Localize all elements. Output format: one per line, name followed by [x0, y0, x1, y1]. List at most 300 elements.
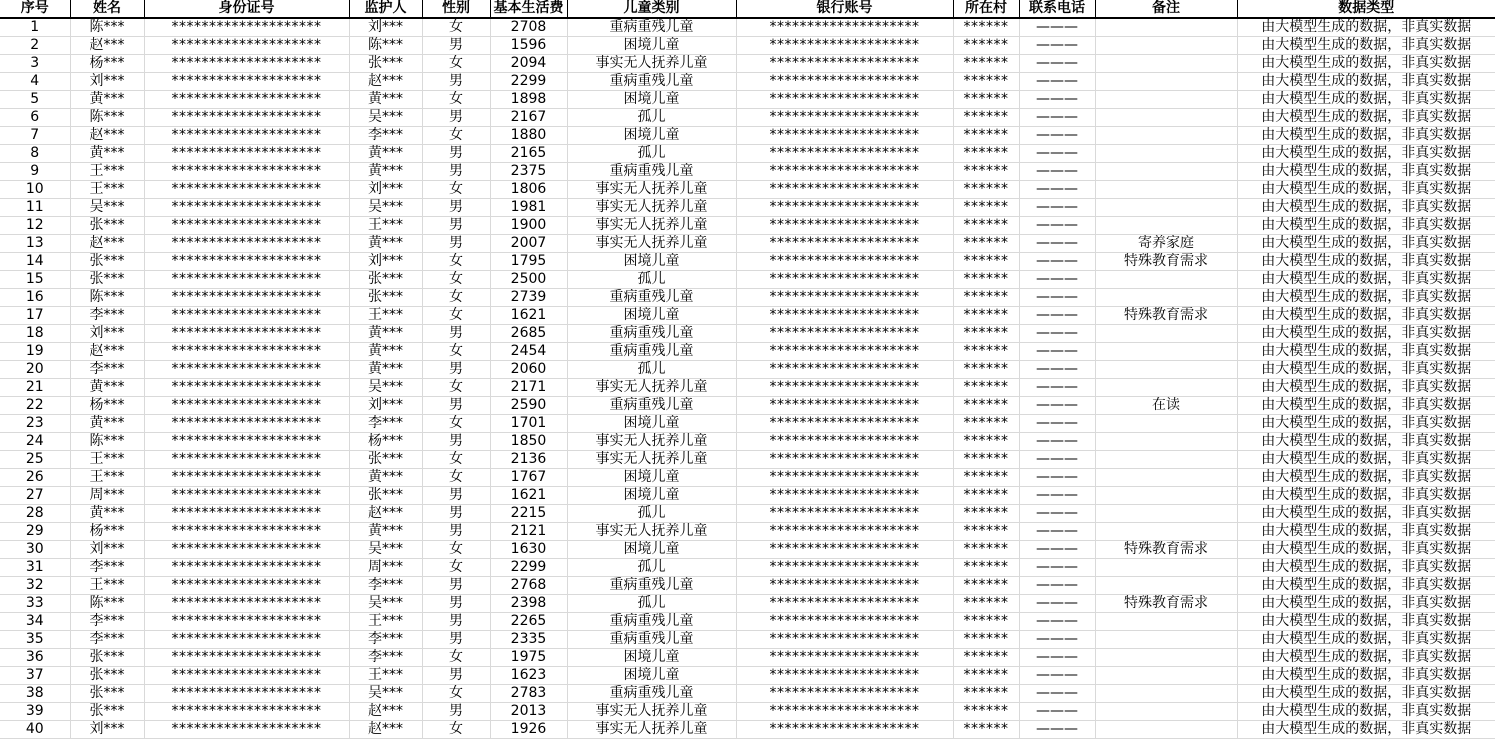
- bank-account-cell[interactable]: ********************: [736, 631, 953, 649]
- id-number-cell[interactable]: ********************: [144, 415, 349, 433]
- category-cell[interactable]: 困境儿童: [567, 667, 736, 685]
- village-cell[interactable]: ******: [953, 181, 1019, 199]
- gender-cell[interactable]: 男: [422, 325, 490, 343]
- fee-cell[interactable]: 2060: [490, 361, 567, 379]
- guardian-cell[interactable]: 张***: [349, 55, 422, 73]
- village-cell[interactable]: ******: [953, 487, 1019, 505]
- category-cell[interactable]: 困境儿童: [567, 541, 736, 559]
- name-cell[interactable]: 李***: [70, 613, 144, 631]
- data-type-cell[interactable]: 由大模型生成的数据，非真实数据: [1237, 433, 1495, 451]
- serial-cell[interactable]: 28: [0, 505, 70, 523]
- bank-account-cell[interactable]: ********************: [736, 55, 953, 73]
- bank-account-cell[interactable]: ********************: [736, 145, 953, 163]
- guardian-cell[interactable]: 赵***: [349, 703, 422, 721]
- village-cell[interactable]: ******: [953, 631, 1019, 649]
- remark-cell[interactable]: 特殊教育需求: [1095, 253, 1237, 271]
- serial-cell[interactable]: 6: [0, 109, 70, 127]
- bank-account-cell[interactable]: ********************: [736, 271, 953, 289]
- gender-cell[interactable]: 男: [422, 217, 490, 235]
- name-cell[interactable]: 赵***: [70, 343, 144, 361]
- gender-cell[interactable]: 女: [422, 379, 490, 397]
- bank-account-cell[interactable]: ********************: [736, 721, 953, 739]
- column-header-serial[interactable]: 序号: [0, 0, 70, 18]
- name-cell[interactable]: 张***: [70, 685, 144, 703]
- phone-cell[interactable]: ———: [1019, 451, 1095, 469]
- name-cell[interactable]: 吴***: [70, 199, 144, 217]
- gender-cell[interactable]: 男: [422, 523, 490, 541]
- phone-cell[interactable]: ———: [1019, 307, 1095, 325]
- remark-cell[interactable]: [1095, 127, 1237, 145]
- gender-cell[interactable]: 女: [422, 127, 490, 145]
- id-number-cell[interactable]: ********************: [144, 289, 349, 307]
- village-cell[interactable]: ******: [953, 559, 1019, 577]
- phone-cell[interactable]: ———: [1019, 271, 1095, 289]
- fee-cell[interactable]: 1880: [490, 127, 567, 145]
- id-number-cell[interactable]: ********************: [144, 649, 349, 667]
- remark-cell[interactable]: 特殊教育需求: [1095, 541, 1237, 559]
- category-cell[interactable]: 重病重残儿童: [567, 631, 736, 649]
- fee-cell[interactable]: 1898: [490, 91, 567, 109]
- phone-cell[interactable]: ———: [1019, 361, 1095, 379]
- guardian-cell[interactable]: 黄***: [349, 325, 422, 343]
- bank-account-cell[interactable]: ********************: [736, 469, 953, 487]
- column-header-fee[interactable]: 基本生活费: [490, 0, 567, 18]
- serial-cell[interactable]: 37: [0, 667, 70, 685]
- phone-cell[interactable]: ———: [1019, 415, 1095, 433]
- village-cell[interactable]: ******: [953, 703, 1019, 721]
- data-type-cell[interactable]: 由大模型生成的数据，非真实数据: [1237, 397, 1495, 415]
- id-number-cell[interactable]: ********************: [144, 703, 349, 721]
- name-cell[interactable]: 王***: [70, 451, 144, 469]
- data-type-cell[interactable]: 由大模型生成的数据，非真实数据: [1237, 109, 1495, 127]
- fee-cell[interactable]: 2265: [490, 613, 567, 631]
- village-cell[interactable]: ******: [953, 649, 1019, 667]
- category-cell[interactable]: 困境儿童: [567, 469, 736, 487]
- id-number-cell[interactable]: ********************: [144, 505, 349, 523]
- guardian-cell[interactable]: 张***: [349, 451, 422, 469]
- serial-cell[interactable]: 17: [0, 307, 70, 325]
- remark-cell[interactable]: [1095, 145, 1237, 163]
- gender-cell[interactable]: 女: [422, 55, 490, 73]
- name-cell[interactable]: 李***: [70, 307, 144, 325]
- data-type-cell[interactable]: 由大模型生成的数据，非真实数据: [1237, 37, 1495, 55]
- name-cell[interactable]: 周***: [70, 487, 144, 505]
- bank-account-cell[interactable]: ********************: [736, 559, 953, 577]
- data-type-cell[interactable]: 由大模型生成的数据，非真实数据: [1237, 685, 1495, 703]
- phone-cell[interactable]: ———: [1019, 37, 1095, 55]
- name-cell[interactable]: 陈***: [70, 289, 144, 307]
- bank-account-cell[interactable]: ********************: [736, 379, 953, 397]
- fee-cell[interactable]: 1630: [490, 541, 567, 559]
- bank-account-cell[interactable]: ********************: [736, 307, 953, 325]
- remark-cell[interactable]: [1095, 631, 1237, 649]
- serial-cell[interactable]: 19: [0, 343, 70, 361]
- phone-cell[interactable]: ———: [1019, 523, 1095, 541]
- bank-account-cell[interactable]: ********************: [736, 433, 953, 451]
- bank-account-cell[interactable]: ********************: [736, 217, 953, 235]
- bank-account-cell[interactable]: ********************: [736, 523, 953, 541]
- serial-cell[interactable]: 1: [0, 18, 70, 37]
- guardian-cell[interactable]: 黄***: [349, 523, 422, 541]
- name-cell[interactable]: 王***: [70, 469, 144, 487]
- data-type-cell[interactable]: 由大模型生成的数据，非真实数据: [1237, 199, 1495, 217]
- id-number-cell[interactable]: ********************: [144, 55, 349, 73]
- village-cell[interactable]: ******: [953, 397, 1019, 415]
- category-cell[interactable]: 重病重残儿童: [567, 343, 736, 361]
- guardian-cell[interactable]: 黄***: [349, 469, 422, 487]
- fee-cell[interactable]: 1623: [490, 667, 567, 685]
- guardian-cell[interactable]: 吴***: [349, 199, 422, 217]
- name-cell[interactable]: 黄***: [70, 91, 144, 109]
- village-cell[interactable]: ******: [953, 289, 1019, 307]
- fee-cell[interactable]: 2136: [490, 451, 567, 469]
- category-cell[interactable]: 重病重残儿童: [567, 73, 736, 91]
- category-cell[interactable]: 重病重残儿童: [567, 289, 736, 307]
- phone-cell[interactable]: ———: [1019, 559, 1095, 577]
- phone-cell[interactable]: ———: [1019, 217, 1095, 235]
- serial-cell[interactable]: 39: [0, 703, 70, 721]
- guardian-cell[interactable]: 黄***: [349, 343, 422, 361]
- village-cell[interactable]: ******: [953, 541, 1019, 559]
- remark-cell[interactable]: [1095, 433, 1237, 451]
- phone-cell[interactable]: ———: [1019, 235, 1095, 253]
- name-cell[interactable]: 王***: [70, 577, 144, 595]
- name-cell[interactable]: 黄***: [70, 379, 144, 397]
- data-type-cell[interactable]: 由大模型生成的数据，非真实数据: [1237, 415, 1495, 433]
- guardian-cell[interactable]: 黄***: [349, 361, 422, 379]
- category-cell[interactable]: 困境儿童: [567, 649, 736, 667]
- gender-cell[interactable]: 男: [422, 595, 490, 613]
- data-type-cell[interactable]: 由大模型生成的数据，非真实数据: [1237, 469, 1495, 487]
- remark-cell[interactable]: [1095, 649, 1237, 667]
- gender-cell[interactable]: 女: [422, 253, 490, 271]
- id-number-cell[interactable]: ********************: [144, 721, 349, 739]
- phone-cell[interactable]: ———: [1019, 541, 1095, 559]
- fee-cell[interactable]: 2094: [490, 55, 567, 73]
- fee-cell[interactable]: 2783: [490, 685, 567, 703]
- id-number-cell[interactable]: ********************: [144, 667, 349, 685]
- gender-cell[interactable]: 女: [422, 451, 490, 469]
- remark-cell[interactable]: [1095, 505, 1237, 523]
- id-number-cell[interactable]: ********************: [144, 235, 349, 253]
- remark-cell[interactable]: [1095, 289, 1237, 307]
- id-number-cell[interactable]: ********************: [144, 397, 349, 415]
- serial-cell[interactable]: 30: [0, 541, 70, 559]
- serial-cell[interactable]: 15: [0, 271, 70, 289]
- phone-cell[interactable]: ———: [1019, 595, 1095, 613]
- guardian-cell[interactable]: 周***: [349, 559, 422, 577]
- id-number-cell[interactable]: ********************: [144, 433, 349, 451]
- guardian-cell[interactable]: 黄***: [349, 163, 422, 181]
- village-cell[interactable]: ******: [953, 433, 1019, 451]
- data-type-cell[interactable]: 由大模型生成的数据，非真实数据: [1237, 649, 1495, 667]
- remark-cell[interactable]: [1095, 667, 1237, 685]
- phone-cell[interactable]: ———: [1019, 343, 1095, 361]
- fee-cell[interactable]: 2590: [490, 397, 567, 415]
- phone-cell[interactable]: ———: [1019, 721, 1095, 739]
- guardian-cell[interactable]: 王***: [349, 667, 422, 685]
- remark-cell[interactable]: [1095, 73, 1237, 91]
- gender-cell[interactable]: 男: [422, 703, 490, 721]
- phone-cell[interactable]: ———: [1019, 163, 1095, 181]
- category-cell[interactable]: 事实无人抚养儿童: [567, 235, 736, 253]
- data-type-cell[interactable]: 由大模型生成的数据，非真实数据: [1237, 379, 1495, 397]
- gender-cell[interactable]: 男: [422, 667, 490, 685]
- column-header-name[interactable]: 姓名: [70, 0, 144, 18]
- remark-cell[interactable]: [1095, 415, 1237, 433]
- id-number-cell[interactable]: ********************: [144, 73, 349, 91]
- column-header-data-type[interactable]: 数据类型: [1237, 0, 1495, 18]
- data-type-cell[interactable]: 由大模型生成的数据，非真实数据: [1237, 343, 1495, 361]
- serial-cell[interactable]: 14: [0, 253, 70, 271]
- data-type-cell[interactable]: 由大模型生成的数据，非真实数据: [1237, 505, 1495, 523]
- name-cell[interactable]: 李***: [70, 361, 144, 379]
- guardian-cell[interactable]: 李***: [349, 127, 422, 145]
- gender-cell[interactable]: 女: [422, 649, 490, 667]
- serial-cell[interactable]: 20: [0, 361, 70, 379]
- village-cell[interactable]: ******: [953, 451, 1019, 469]
- name-cell[interactable]: 张***: [70, 253, 144, 271]
- remark-cell[interactable]: [1095, 487, 1237, 505]
- category-cell[interactable]: 孤儿: [567, 109, 736, 127]
- remark-cell[interactable]: [1095, 361, 1237, 379]
- name-cell[interactable]: 陈***: [70, 595, 144, 613]
- category-cell[interactable]: 困境儿童: [567, 37, 736, 55]
- remark-cell[interactable]: 特殊教育需求: [1095, 307, 1237, 325]
- fee-cell[interactable]: 2121: [490, 523, 567, 541]
- category-cell[interactable]: 事实无人抚养儿童: [567, 703, 736, 721]
- name-cell[interactable]: 张***: [70, 217, 144, 235]
- bank-account-cell[interactable]: ********************: [736, 613, 953, 631]
- remark-cell[interactable]: [1095, 55, 1237, 73]
- gender-cell[interactable]: 男: [422, 37, 490, 55]
- guardian-cell[interactable]: 刘***: [349, 397, 422, 415]
- id-number-cell[interactable]: ********************: [144, 523, 349, 541]
- name-cell[interactable]: 张***: [70, 703, 144, 721]
- name-cell[interactable]: 赵***: [70, 127, 144, 145]
- name-cell[interactable]: 李***: [70, 559, 144, 577]
- guardian-cell[interactable]: 王***: [349, 217, 422, 235]
- fee-cell[interactable]: 2768: [490, 577, 567, 595]
- village-cell[interactable]: ******: [953, 253, 1019, 271]
- id-number-cell[interactable]: ********************: [144, 307, 349, 325]
- column-header-remark[interactable]: 备注: [1095, 0, 1237, 18]
- phone-cell[interactable]: ———: [1019, 685, 1095, 703]
- data-type-cell[interactable]: 由大模型生成的数据，非真实数据: [1237, 595, 1495, 613]
- fee-cell[interactable]: 1850: [490, 433, 567, 451]
- phone-cell[interactable]: ———: [1019, 487, 1095, 505]
- serial-cell[interactable]: 35: [0, 631, 70, 649]
- fee-cell[interactable]: 2708: [490, 18, 567, 37]
- id-number-cell[interactable]: ********************: [144, 217, 349, 235]
- id-number-cell[interactable]: ********************: [144, 18, 349, 37]
- category-cell[interactable]: 孤儿: [567, 271, 736, 289]
- phone-cell[interactable]: ———: [1019, 667, 1095, 685]
- village-cell[interactable]: ******: [953, 379, 1019, 397]
- fee-cell[interactable]: 2375: [490, 163, 567, 181]
- remark-cell[interactable]: [1095, 523, 1237, 541]
- gender-cell[interactable]: 男: [422, 73, 490, 91]
- data-type-cell[interactable]: 由大模型生成的数据，非真实数据: [1237, 451, 1495, 469]
- name-cell[interactable]: 王***: [70, 163, 144, 181]
- id-number-cell[interactable]: ********************: [144, 487, 349, 505]
- bank-account-cell[interactable]: ********************: [736, 595, 953, 613]
- column-header-phone[interactable]: 联系电话: [1019, 0, 1095, 18]
- name-cell[interactable]: 刘***: [70, 541, 144, 559]
- fee-cell[interactable]: 2167: [490, 109, 567, 127]
- category-cell[interactable]: 孤儿: [567, 145, 736, 163]
- remark-cell[interactable]: [1095, 343, 1237, 361]
- village-cell[interactable]: ******: [953, 343, 1019, 361]
- remark-cell[interactable]: [1095, 613, 1237, 631]
- fee-cell[interactable]: 2454: [490, 343, 567, 361]
- guardian-cell[interactable]: 吴***: [349, 685, 422, 703]
- name-cell[interactable]: 李***: [70, 631, 144, 649]
- id-number-cell[interactable]: ********************: [144, 577, 349, 595]
- phone-cell[interactable]: ———: [1019, 649, 1095, 667]
- bank-account-cell[interactable]: ********************: [736, 541, 953, 559]
- guardian-cell[interactable]: 吴***: [349, 379, 422, 397]
- data-type-cell[interactable]: 由大模型生成的数据，非真实数据: [1237, 217, 1495, 235]
- id-number-cell[interactable]: ********************: [144, 343, 349, 361]
- fee-cell[interactable]: 1806: [490, 181, 567, 199]
- serial-cell[interactable]: 21: [0, 379, 70, 397]
- guardian-cell[interactable]: 张***: [349, 487, 422, 505]
- name-cell[interactable]: 刘***: [70, 73, 144, 91]
- id-number-cell[interactable]: ********************: [144, 109, 349, 127]
- category-cell[interactable]: 重病重残儿童: [567, 163, 736, 181]
- gender-cell[interactable]: 女: [422, 181, 490, 199]
- category-cell[interactable]: 重病重残儿童: [567, 685, 736, 703]
- serial-cell[interactable]: 5: [0, 91, 70, 109]
- bank-account-cell[interactable]: ********************: [736, 505, 953, 523]
- category-cell[interactable]: 事实无人抚养儿童: [567, 523, 736, 541]
- remark-cell[interactable]: [1095, 379, 1237, 397]
- id-number-cell[interactable]: ********************: [144, 325, 349, 343]
- serial-cell[interactable]: 2: [0, 37, 70, 55]
- data-type-cell[interactable]: 由大模型生成的数据，非真实数据: [1237, 307, 1495, 325]
- column-header-category[interactable]: 儿童类别: [567, 0, 736, 18]
- serial-cell[interactable]: 38: [0, 685, 70, 703]
- serial-cell[interactable]: 11: [0, 199, 70, 217]
- category-cell[interactable]: 困境儿童: [567, 91, 736, 109]
- category-cell[interactable]: 重病重残儿童: [567, 613, 736, 631]
- remark-cell[interactable]: [1095, 163, 1237, 181]
- id-number-cell[interactable]: ********************: [144, 451, 349, 469]
- guardian-cell[interactable]: 黄***: [349, 145, 422, 163]
- bank-account-cell[interactable]: ********************: [736, 18, 953, 37]
- category-cell[interactable]: 事实无人抚养儿童: [567, 55, 736, 73]
- serial-cell[interactable]: 7: [0, 127, 70, 145]
- fee-cell[interactable]: 1621: [490, 307, 567, 325]
- name-cell[interactable]: 张***: [70, 667, 144, 685]
- fee-cell[interactable]: 2335: [490, 631, 567, 649]
- remark-cell[interactable]: [1095, 451, 1237, 469]
- id-number-cell[interactable]: ********************: [144, 469, 349, 487]
- guardian-cell[interactable]: 李***: [349, 577, 422, 595]
- fee-cell[interactable]: 1975: [490, 649, 567, 667]
- gender-cell[interactable]: 男: [422, 613, 490, 631]
- phone-cell[interactable]: ———: [1019, 181, 1095, 199]
- gender-cell[interactable]: 女: [422, 343, 490, 361]
- id-number-cell[interactable]: ********************: [144, 685, 349, 703]
- bank-account-cell[interactable]: ********************: [736, 325, 953, 343]
- serial-cell[interactable]: 16: [0, 289, 70, 307]
- bank-account-cell[interactable]: ********************: [736, 109, 953, 127]
- data-type-cell[interactable]: 由大模型生成的数据，非真实数据: [1237, 361, 1495, 379]
- phone-cell[interactable]: ———: [1019, 505, 1095, 523]
- village-cell[interactable]: ******: [953, 685, 1019, 703]
- gender-cell[interactable]: 男: [422, 145, 490, 163]
- column-header-bank-account[interactable]: 银行账号: [736, 0, 953, 18]
- bank-account-cell[interactable]: ********************: [736, 361, 953, 379]
- bank-account-cell[interactable]: ********************: [736, 163, 953, 181]
- fee-cell[interactable]: 1596: [490, 37, 567, 55]
- gender-cell[interactable]: 男: [422, 487, 490, 505]
- guardian-cell[interactable]: 李***: [349, 631, 422, 649]
- gender-cell[interactable]: 男: [422, 433, 490, 451]
- guardian-cell[interactable]: 赵***: [349, 505, 422, 523]
- data-type-cell[interactable]: 由大模型生成的数据，非真实数据: [1237, 325, 1495, 343]
- fee-cell[interactable]: 1900: [490, 217, 567, 235]
- name-cell[interactable]: 杨***: [70, 55, 144, 73]
- bank-account-cell[interactable]: ********************: [736, 235, 953, 253]
- category-cell[interactable]: 事实无人抚养儿童: [567, 721, 736, 739]
- name-cell[interactable]: 杨***: [70, 523, 144, 541]
- data-type-cell[interactable]: 由大模型生成的数据，非真实数据: [1237, 163, 1495, 181]
- name-cell[interactable]: 赵***: [70, 235, 144, 253]
- bank-account-cell[interactable]: ********************: [736, 415, 953, 433]
- guardian-cell[interactable]: 刘***: [349, 181, 422, 199]
- category-cell[interactable]: 重病重残儿童: [567, 397, 736, 415]
- category-cell[interactable]: 事实无人抚养儿童: [567, 379, 736, 397]
- bank-account-cell[interactable]: ********************: [736, 577, 953, 595]
- name-cell[interactable]: 王***: [70, 181, 144, 199]
- village-cell[interactable]: ******: [953, 145, 1019, 163]
- guardian-cell[interactable]: 刘***: [349, 18, 422, 37]
- fee-cell[interactable]: 2165: [490, 145, 567, 163]
- fee-cell[interactable]: 2171: [490, 379, 567, 397]
- phone-cell[interactable]: ———: [1019, 631, 1095, 649]
- category-cell[interactable]: 困境儿童: [567, 487, 736, 505]
- remark-cell[interactable]: [1095, 37, 1237, 55]
- serial-cell[interactable]: 26: [0, 469, 70, 487]
- id-number-cell[interactable]: ********************: [144, 379, 349, 397]
- gender-cell[interactable]: 女: [422, 18, 490, 37]
- serial-cell[interactable]: 31: [0, 559, 70, 577]
- data-type-cell[interactable]: 由大模型生成的数据，非真实数据: [1237, 145, 1495, 163]
- village-cell[interactable]: ******: [953, 667, 1019, 685]
- data-type-cell[interactable]: 由大模型生成的数据，非真实数据: [1237, 235, 1495, 253]
- id-number-cell[interactable]: ********************: [144, 271, 349, 289]
- data-type-cell[interactable]: 由大模型生成的数据，非真实数据: [1237, 91, 1495, 109]
- name-cell[interactable]: 刘***: [70, 325, 144, 343]
- remark-cell[interactable]: [1095, 91, 1237, 109]
- village-cell[interactable]: ******: [953, 18, 1019, 37]
- serial-cell[interactable]: 10: [0, 181, 70, 199]
- id-number-cell[interactable]: ********************: [144, 595, 349, 613]
- village-cell[interactable]: ******: [953, 163, 1019, 181]
- guardian-cell[interactable]: 陈***: [349, 37, 422, 55]
- village-cell[interactable]: ******: [953, 595, 1019, 613]
- name-cell[interactable]: 赵***: [70, 37, 144, 55]
- gender-cell[interactable]: 男: [422, 505, 490, 523]
- phone-cell[interactable]: ———: [1019, 55, 1095, 73]
- column-header-gender[interactable]: 性别: [422, 0, 490, 18]
- id-number-cell[interactable]: ********************: [144, 37, 349, 55]
- data-type-cell[interactable]: 由大模型生成的数据，非真实数据: [1237, 523, 1495, 541]
- remark-cell[interactable]: [1095, 199, 1237, 217]
